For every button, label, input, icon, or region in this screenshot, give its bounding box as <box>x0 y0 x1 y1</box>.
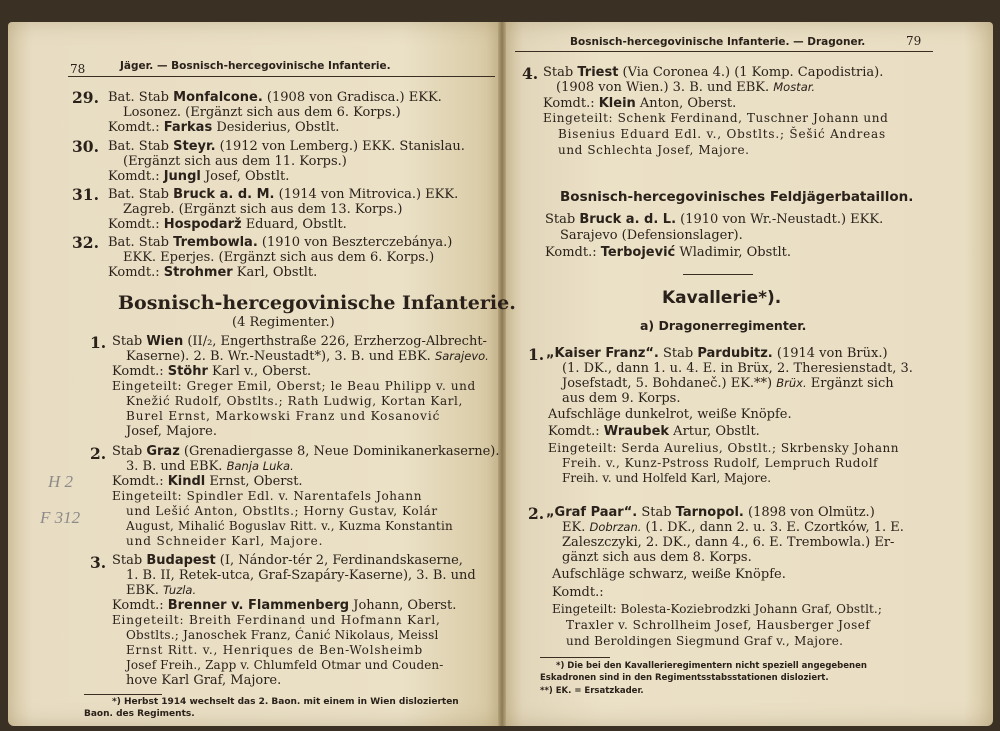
left-page-header: Jäger. — Bosnisch-hercegovinische Infanterie. <box>120 60 391 72</box>
eingeteilt-line: und Lešić Anton, Obstlts.; Horny Gustav, Kolár <box>126 504 438 518</box>
komdt-line: Komdt.: Wraubek Artur, Obstlt. <box>548 424 760 439</box>
eingeteilt-line: Eingeteilt: Greger Emil, Oberst; le Beau Philipp v. und <box>112 379 476 393</box>
entry-line: (Ergänzt sich aus dem 11. Korps.) <box>123 154 347 169</box>
eingeteilt-line: Knežić Rudolf, Obstlts.; Rath Ludwig, Kortan Karl, <box>126 394 463 408</box>
regiment-number: 4. <box>522 64 539 83</box>
eingeteilt-line: Eingeteilt: Breith Ferdinand und Hofmann Karl, <box>112 613 441 627</box>
komdt-line: Komdt.: Kindl Ernst, Oberst. <box>112 474 303 489</box>
eingeteilt-line: und Beroldingen Siegmund Graf v., Majore. <box>566 634 844 648</box>
regiment-line: (1. DK., dann 1. u. 4. E. in Brüx, 2. Theresienstadt, 3. <box>562 361 913 376</box>
regiment-line: 1. B. II, Retek-utca, Graf-Szapáry-Kaserne), 3. B. und <box>126 568 476 583</box>
entry-line: Zagreb. (Ergänzt sich aus dem 13. Korps.) <box>123 202 403 217</box>
regiment-line: Stab Graz (Grenadiergasse 8, Neue Dominikanerkaserne). <box>112 444 500 459</box>
eingeteilt-line: Josef Freih., Zapp v. Chlumfeld Otmar und Couden- <box>126 658 444 672</box>
komdt-line: Komdt.: Stöhr Karl v., Oberst. <box>112 364 312 379</box>
regiment-line: „Kaiser Franz“. Stab Pardubitz. (1914 von Brüx.) <box>546 346 888 361</box>
komdt-line: Komdt.: Strohmer Karl, Obstlt. <box>108 265 318 280</box>
eingeteilt-line: Traxler v. Schrollheim Josef, Hausberger Josef <box>566 618 871 632</box>
section-rule <box>683 274 753 275</box>
regiment-number: 3. <box>90 553 107 572</box>
regiment-line: Stab Budapest (I, Nándor-tér 2, Ferdinandskaserne, <box>112 553 463 568</box>
eingeteilt-line: Freih. v., Kunz-Pstross Rudolf, Lempruch Rudolf <box>562 456 878 470</box>
footnote: Eskadronen sind in den Regimentsstabsstationen disloziert. <box>540 673 829 683</box>
entry-number: 32. <box>72 233 99 252</box>
regiment-line: aus dem 9. Korps. <box>562 391 681 406</box>
footnote-rule <box>540 657 610 658</box>
footnote: *) Herbst 1914 wechselt das 2. Baon. mit einem in Wien dislozierten <box>112 697 459 707</box>
feldjaeger-line: Stab Bruck a. d. L. (1910 von Wr.-Neustadt.) EKK. <box>545 212 884 227</box>
footnote: Baon. des Regiments. <box>84 709 195 719</box>
komdt-line: Komdt.: Jungl Josef, Obstlt. <box>108 169 290 184</box>
entry-line: Losonez. (Ergänzt sich aus dem 6. Korps.) <box>123 105 401 120</box>
regiment-number: 2. <box>528 504 545 523</box>
entry-line: Bat. Stab Bruck a. d. M. (1914 von Mitrovica.) EKK. <box>108 187 459 202</box>
komdt-line: Komdt.: Klein Anton, Oberst. <box>543 96 737 111</box>
entry-line: EKK. Eperjes. (Ergänzt sich aus dem 6. Korps.) <box>123 250 435 265</box>
feldjaeger-title: Bosnisch-hercegovinisches Feldjägerbataillon. <box>560 189 914 205</box>
regiment-line: Josefstadt, 5. Bohdaneč.) EK.**) Brüx. Ergänzt sich <box>562 376 894 391</box>
regiment-line: EK. Dobrzan. (1. DK., dann 2. u. 3. E. Czortków, 1. E. <box>562 520 904 535</box>
regiment-line: Kaserne). 2. B. Wr.-Neustadt*), 3. B. und EBK. Sarajevo. <box>126 349 489 364</box>
komdt-line: Komdt.: <box>552 585 604 600</box>
komdt-line: Komdt.: Brenner v. Flammenberg Johann, Oberst. <box>112 598 457 613</box>
left-header-rule <box>68 76 495 77</box>
eingeteilt-line: Eingeteilt: Spindler Edl. v. Narentafels Johann <box>112 489 423 503</box>
eingeteilt-line: Bisenius Eduard Edl. v., Obstlts.; Šešić Andreas <box>558 127 886 141</box>
regiment-number: 1. <box>90 333 107 352</box>
left-page-number: 78 <box>70 62 86 76</box>
regiment-line: Stab Triest (Via Coronea 4.) (1 Komp. Capodistria). <box>543 65 884 80</box>
komdt-line: Komdt.: Terbojević Wladimir, Obstlt. <box>545 245 792 260</box>
eingeteilt-line: und Schlechta Josef, Majore. <box>558 143 750 157</box>
handwritten-note: F 312 <box>40 508 81 527</box>
handwritten-note: H 2 <box>48 472 74 491</box>
entry-line: Bat. Stab Monfalcone. (1908 von Gradisca.) EKK. <box>108 90 442 105</box>
entry-number: 29. <box>72 88 99 107</box>
kavallerie-title: Kavallerie*). <box>662 288 782 308</box>
eingeteilt-line: Eingeteilt: Bolesta-Koziebrodzki Johann Graf, Obstlt.; <box>552 602 882 616</box>
regiment-line: EBK. Tuzla. <box>126 583 197 598</box>
footnote: *) Die bei den Kavallerieregimentern nicht speziell angegebenen <box>556 661 867 671</box>
regiment-line: 3. B. und EBK. Banja Luka. <box>126 459 294 474</box>
regiment-number: 2. <box>90 444 107 463</box>
eingeteilt-line: Eingeteilt: Schenk Ferdinand, Tuschner Johann und <box>543 111 889 125</box>
entry-line: Bat. Stab Steyr. (1912 von Lemberg.) EKK. Stanislau. <box>108 139 465 154</box>
section-subtitle: (4 Regimenter.) <box>232 315 335 330</box>
eingeteilt-line: und Schneider Karl, Majore. <box>126 534 324 548</box>
section-title: Bosnisch-hercegovinische Infanterie. <box>118 292 516 314</box>
eingeteilt-line: Eingeteilt: Serda Aurelius, Obstlt.; Skrbensky Johann <box>548 441 899 455</box>
footnote: **) EK. = Ersatzkader. <box>540 686 644 696</box>
eingeteilt-line: Ernst Ritt. v., Henriques de Ben-Wolsheimb <box>126 643 424 657</box>
feldjaeger-line: Sarajevo (Defensionslager). <box>560 228 743 243</box>
regiment-line: gänzt sich aus dem 8. Korps. <box>562 550 752 565</box>
eingeteilt-line: August, Mihalić Boguslav Ritt. v., Kuzma Konstantin <box>126 519 453 533</box>
regiment-line: „Graf Paar“. Stab Tarnopol. (1898 von Olmütz.) <box>546 505 875 520</box>
regiment-line: (1908 von Wien.) 3. B. und EBK. Mostar. <box>556 80 816 95</box>
regiment-line: Zaleszczyki, 2. DK., dann 4., 6. E. Trembowla.) Er- <box>562 535 895 550</box>
right-header-rule <box>515 51 933 52</box>
book-gutter <box>498 22 506 726</box>
entry-number: 30. <box>72 137 99 156</box>
komdt-line: Komdt.: Hospodarž Eduard, Obstlt. <box>108 217 347 232</box>
dragoner-subtitle: a) Dragonerregimenter. <box>640 318 807 333</box>
eingeteilt-line: Burel Ernst, Markowski Franz und Kosanović <box>126 409 441 423</box>
eingeteilt-line: Obstlts.; Janoschek Franz, Ćanić Nikolaus, Meissl <box>126 628 439 642</box>
komdt-line: Komdt.: Farkas Desiderius, Obstlt. <box>108 120 340 135</box>
regiment-line: Stab Wien (II/₂, Engerthstraße 226, Erzherzog-Albrecht- <box>112 334 487 349</box>
right-page-header: Bosnisch-hercegovinische Infanterie. — Dragoner. <box>570 36 866 48</box>
eingeteilt-line: Josef, Majore. <box>126 424 217 439</box>
eingeteilt-line: Freih. v. und Holfeld Karl, Majore. <box>562 471 772 485</box>
footnote-rule <box>84 694 162 695</box>
eingeteilt-line: hove Karl Graf, Majore. <box>126 673 282 688</box>
aufschlaege-line: Aufschläge schwarz, weiße Knöpfe. <box>552 567 786 582</box>
entry-number: 31. <box>72 185 99 204</box>
entry-line: Bat. Stab Trembowla. (1910 von Beszterczebánya.) <box>108 235 453 250</box>
aufschlaege-line: Aufschläge dunkelrot, weiße Knöpfe. <box>548 407 792 422</box>
right-page-number: 79 <box>906 34 922 48</box>
regiment-number: 1. <box>528 345 545 364</box>
